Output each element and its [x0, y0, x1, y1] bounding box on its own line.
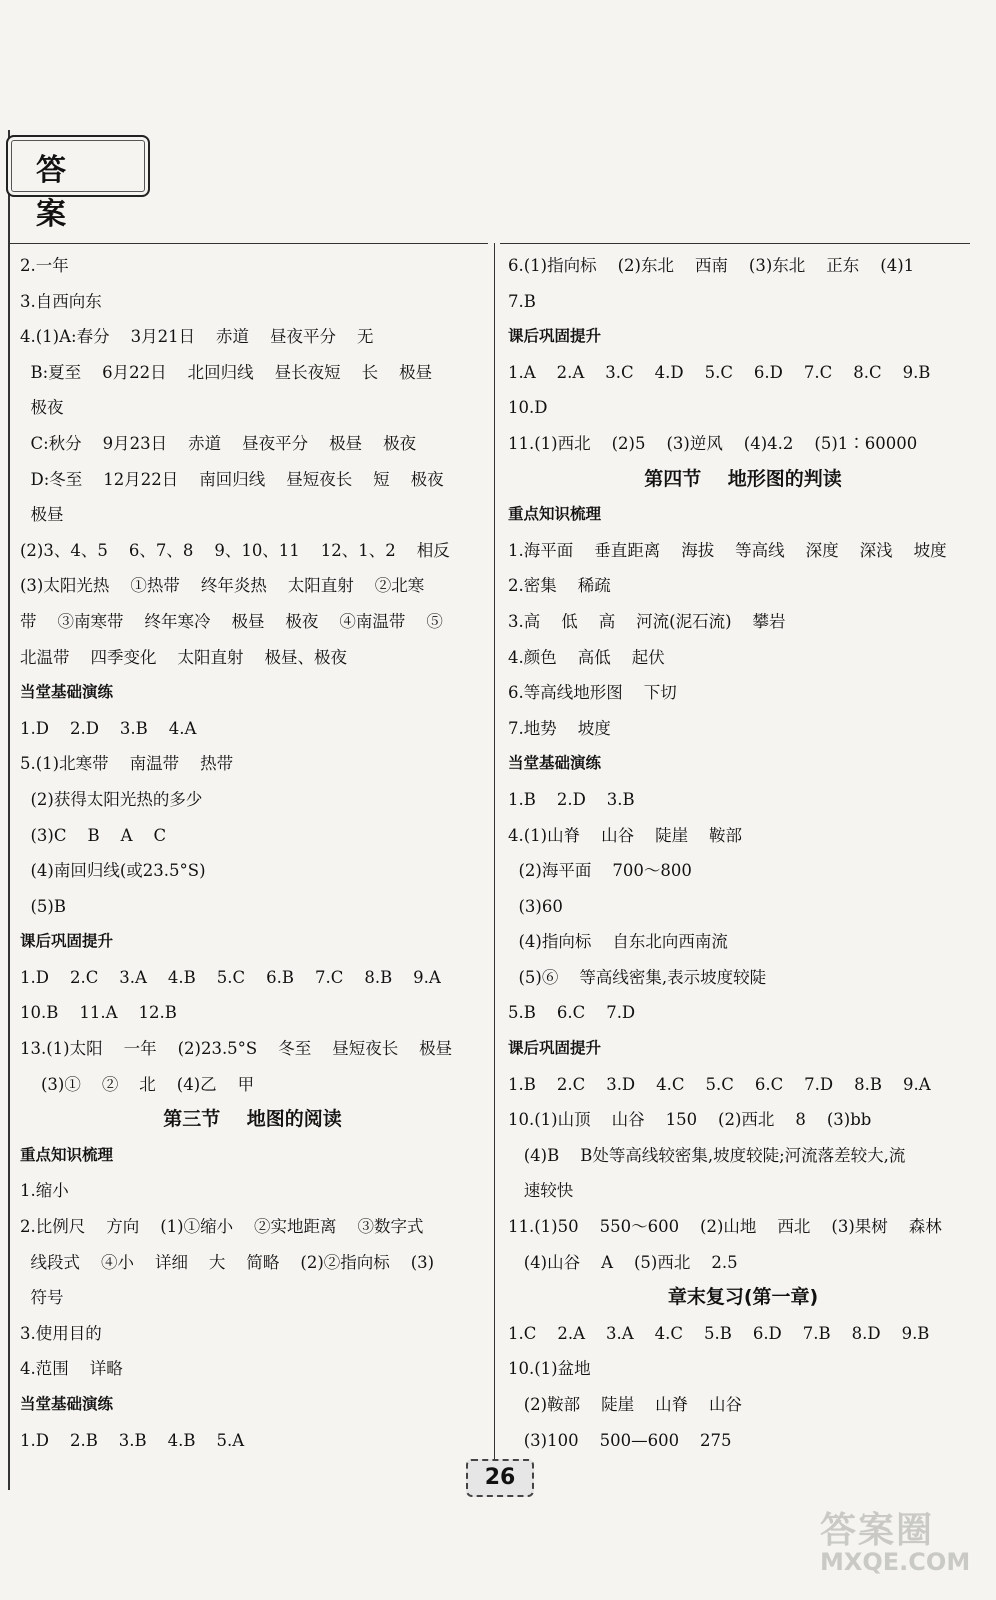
- answer-line: 1.B 2.C 3.D 4.C 5.C 6.C 7.D 8.B 9.A: [508, 1074, 931, 1094]
- answer-line: 3.使用目的: [20, 1323, 102, 1343]
- right-answer-column: [508, 248, 978, 1458]
- answer-line: 2.比例尺 方向 (1)①缩小 ②实地距离 ③数字式: [20, 1217, 424, 1237]
- answer-line: 2.一年: [20, 256, 69, 275]
- answer-line: 10.(1)山顶 山谷 150 (2)西北 8 (3)bb: [508, 1110, 872, 1130]
- answer-line: 1.A 2.A 3.C 4.D 5.C 6.D 7.C 8.C 9.B: [508, 362, 931, 382]
- answer-line: 4.颜色 高低 起伏: [508, 647, 665, 667]
- answer-line: 10.B 11.A 12.B: [20, 1003, 177, 1023]
- answer-line: (2)海平面 700～800: [508, 861, 692, 881]
- answer-line: (5)⑥ 等高线密集,表示坡度较陡: [508, 967, 767, 987]
- section-heading: 章末复习(第一章): [667, 1286, 819, 1309]
- answer-line: (3)60: [508, 896, 563, 916]
- answer-line: 10.(1)盆地: [508, 1359, 591, 1379]
- answer-line: (2)获得太阳光热的多少: [20, 789, 203, 809]
- subsection-heading: 当堂基础演练: [20, 1395, 114, 1413]
- answer-line: 10.D: [508, 398, 548, 418]
- answer-line: C:秋分 9月23日 赤道 昼夜平分 极昼 极夜: [20, 433, 417, 453]
- answer-line: (3)C B A C: [20, 825, 167, 845]
- answer-line: 5.(1)北寒带 南温带 热带: [20, 754, 234, 774]
- answer-line: (2)3、4、5 6、7、8 9、10、11 12、1、2 相反: [20, 540, 450, 560]
- answer-line: 符号: [20, 1288, 64, 1308]
- answer-line: 3.自西向东: [20, 291, 102, 311]
- answer-line: 5.B 6.C 7.D: [508, 1003, 636, 1023]
- answer-line: D:冬至 12月22日 南回归线 昼短夜长 短 极夜: [20, 469, 444, 489]
- answer-line: 11.(1)50 550～600 (2)山地 西北 (3)果树 森林: [508, 1217, 942, 1237]
- answer-line: (3)① ② 北 (4)乙 甲: [20, 1074, 255, 1094]
- answer-line: B:夏至 6月22日 北回归线 昼长夜短 长 极昼: [20, 362, 433, 382]
- left-border-rule: [8, 130, 10, 1490]
- left-column-top-rule: [8, 243, 488, 244]
- subsection-heading: 课后巩固提升: [508, 327, 602, 346]
- answer-line: 线段式 ④小 详细 大 简略 (2)②指向标 (3): [20, 1252, 435, 1272]
- answer-line: (3)100 500—600 275: [508, 1430, 732, 1450]
- answer-line: 4.范围 详略: [20, 1359, 123, 1379]
- answer-line: 13.(1)太阳 一年 (2)23.5°S 冬至 昼短夜长 极昼: [20, 1039, 453, 1059]
- page-number: 26: [466, 1459, 534, 1497]
- watermark-logo: 答案圈: [820, 1510, 935, 1551]
- answer-header-title: 答 案: [36, 153, 80, 232]
- answer-line: 6.(1)指向标 (2)东北 西南 (3)东北 正东 (4)1: [508, 256, 915, 275]
- subsection-heading: 课后巩固提升: [508, 1039, 602, 1058]
- answer-line: 带 ③南寒带 终年寒冷 极昼 极夜 ④南温带 ⑤: [20, 611, 443, 631]
- subsection-heading: 当堂基础演练: [20, 683, 114, 702]
- answer-line: (4)指向标 自东北向西南流: [508, 932, 728, 952]
- answer-line: 1.D 2.B 3.B 4.B 5.A: [20, 1430, 245, 1450]
- answer-line: 北温带 四季变化 太阳直射 极昼、极夜: [20, 647, 347, 667]
- answer-line: 速较快: [508, 1181, 574, 1201]
- answer-line: 极昼: [20, 505, 64, 525]
- answer-line: (5)B: [20, 896, 66, 916]
- answer-line: 6.等高线地形图 下切: [508, 683, 677, 703]
- answer-line: (4)南回归线(或23.5°S): [20, 861, 206, 881]
- answer-line: 11.(1)西北 (2)5 (3)逆风 (4)4.2 (5)1∶60000: [508, 433, 918, 453]
- answer-line: (3)太阳光热 ①热带 终年炎热 太阳直射 ②北寒: [20, 576, 425, 596]
- answer-line: 7.B: [508, 291, 536, 311]
- answer-line: 2.密集 稀疏: [508, 576, 611, 596]
- answer-line: (2)鞍部 陡崖 山脊 山谷: [508, 1395, 743, 1414]
- answer-line: 3.高 低 高 河流(泥石流) 攀岩: [508, 611, 786, 631]
- answer-line: 7.地势 坡度: [508, 718, 611, 738]
- watermark-url: MXQE.COM: [820, 1548, 971, 1576]
- answer-line: 1.D 2.D 3.B 4.A: [20, 718, 197, 738]
- section-heading: 第三节 地图的阅读: [163, 1108, 342, 1131]
- answer-line: 1.缩小: [20, 1181, 69, 1201]
- answer-line: 极夜: [20, 398, 64, 418]
- answer-line: 4.(1)A:春分 3月21日 赤道 昼夜平分 无: [20, 327, 374, 347]
- answer-line: 1.海平面 垂直距离 海拔 等高线 深度 深浅 坡度: [508, 540, 947, 560]
- answer-line: 1.B 2.D 3.B: [508, 789, 635, 809]
- answer-line: 4.(1)山脊 山谷 陡崖 鞍部: [508, 825, 743, 845]
- right-column-top-rule: [500, 243, 970, 244]
- subsection-heading: 重点知识梳理: [508, 505, 602, 524]
- answer-line: 1.D 2.C 3.A 4.B 5.C 6.B 7.C 8.B 9.A: [20, 967, 441, 987]
- answer-line: 1.C 2.A 3.A 4.C 5.B 6.D 7.B 8.D 9.B: [508, 1323, 930, 1343]
- left-answer-column: [20, 248, 485, 1458]
- subsection-heading: 课后巩固提升: [20, 932, 114, 951]
- subsection-heading: 重点知识梳理: [20, 1145, 114, 1164]
- answer-line: (4)B B处等高线较密集,坡度较陡;河流落差较大,流: [508, 1145, 906, 1165]
- column-divider: [494, 243, 495, 1473]
- answer-header-box: [6, 135, 150, 232]
- answer-line: (4)山谷 A (5)西北 2.5: [508, 1252, 738, 1272]
- section-heading: 第四节 地形图的判读: [644, 467, 842, 490]
- subsection-heading: 当堂基础演练: [508, 754, 602, 773]
